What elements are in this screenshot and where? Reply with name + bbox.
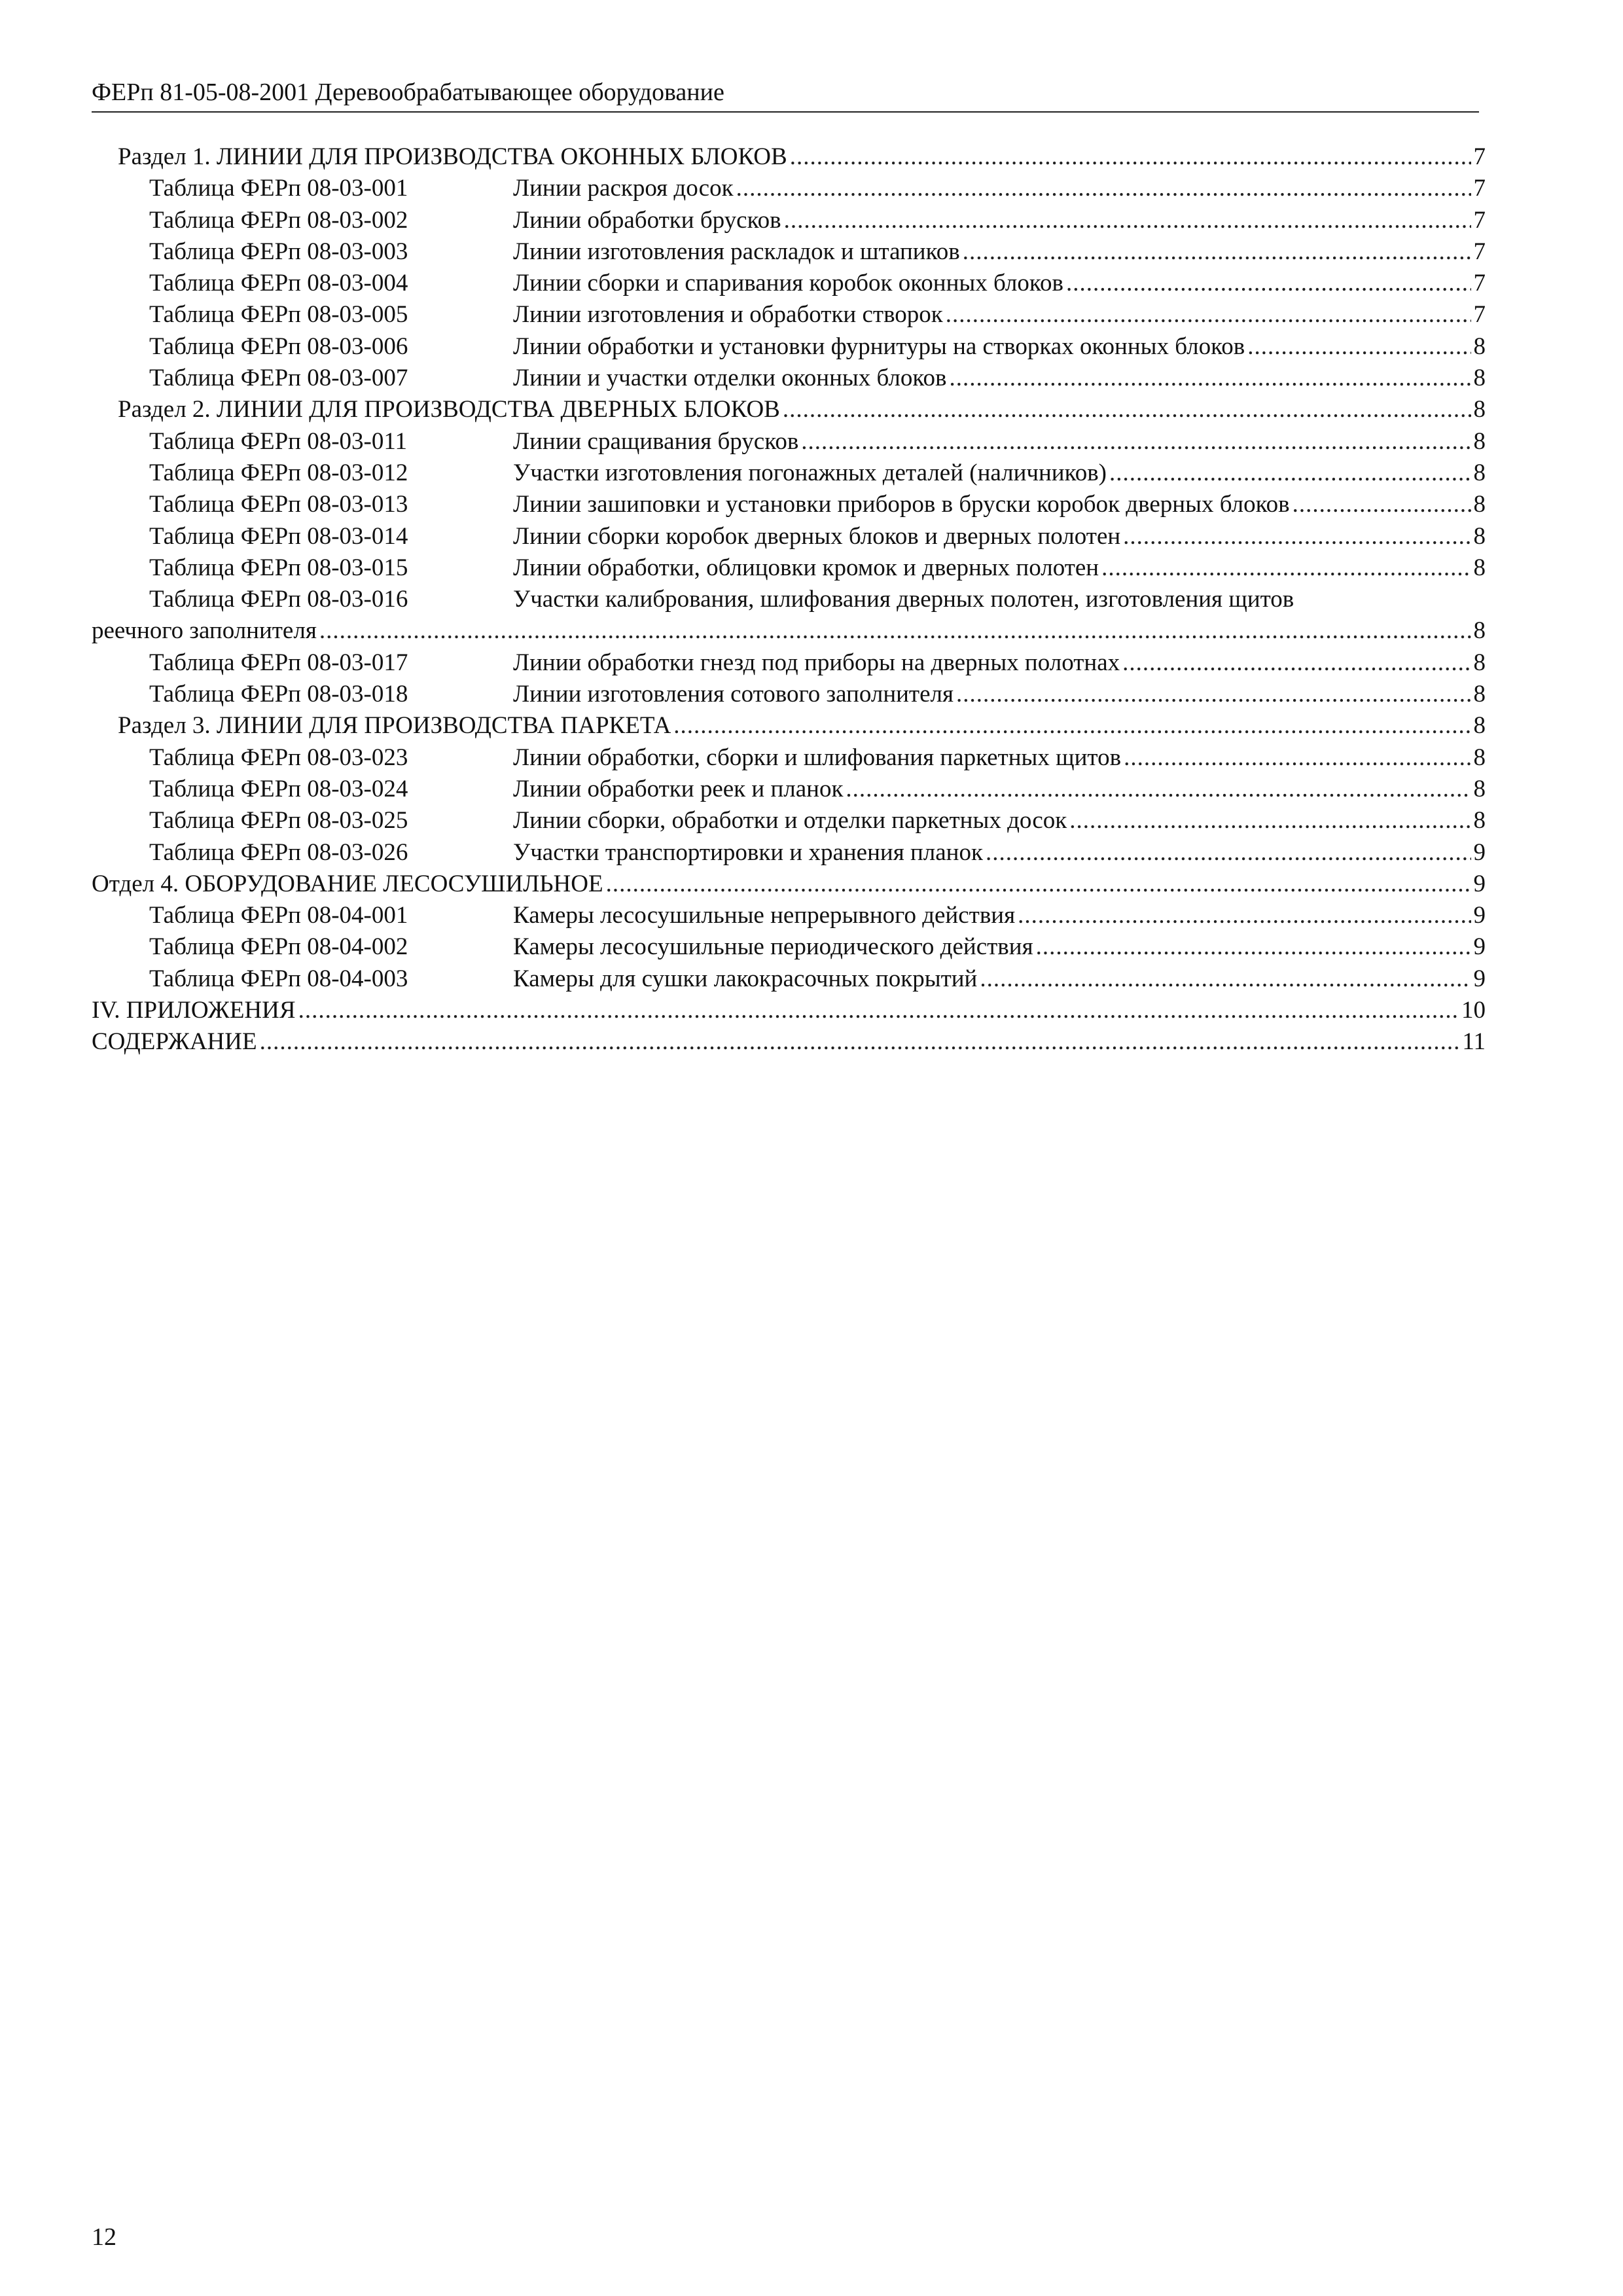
toc-page-number: 7 <box>1473 270 1486 297</box>
toc-table-code: Таблица ФЕРп 08-03-026 <box>149 838 408 866</box>
toc-table-code: Таблица ФЕРп 08-03-004 <box>149 270 408 297</box>
toc-entry-text: Линии обработки брусков <box>513 206 781 234</box>
toc-page-number: 10 <box>1461 997 1486 1024</box>
toc-page-number: 8 <box>1473 775 1486 802</box>
toc-table-code: Таблица ФЕРп 08-04-002 <box>149 933 408 961</box>
toc-table-entry[interactable] <box>92 837 1486 869</box>
toc-entry-text: Линии и участки отделки оконных блоков <box>513 365 947 392</box>
toc-entry-text: Участки изготовления погонажных деталей (наличников) <box>513 459 1107 486</box>
toc-page-number: 9 <box>1473 965 1486 992</box>
toc-page-number: 8 <box>1473 522 1486 550</box>
dot-leader <box>986 837 1471 869</box>
dot-leader <box>790 141 1471 173</box>
dot-leader <box>949 363 1471 394</box>
toc-page-number: 8 <box>1473 396 1486 423</box>
toc-table-entry[interactable] <box>92 584 1486 647</box>
dot-leader <box>956 679 1471 710</box>
toc-entry-text: СОДЕРЖАНИЕ <box>92 1028 257 1056</box>
toc-page-number: 11 <box>1462 1028 1486 1056</box>
dot-leader <box>1123 521 1471 552</box>
toc-table-code: Таблица ФЕРп 08-03-014 <box>149 522 408 550</box>
toc-page-number: 8 <box>1473 459 1486 486</box>
toc-page-number: 8 <box>1473 554 1486 581</box>
toc-table-code: Таблица ФЕРп 08-03-017 <box>149 649 408 676</box>
toc-table-entry[interactable] <box>92 521 1486 552</box>
dot-leader <box>846 774 1471 805</box>
toc-page-number: 8 <box>1473 681 1486 708</box>
toc-page-number: 8 <box>1473 617 1486 645</box>
toc-page-number: 9 <box>1473 902 1486 929</box>
dot-leader <box>319 615 1471 647</box>
toc-table-code: Таблица ФЕРп 08-03-016 <box>149 586 408 613</box>
toc-table-entry[interactable] <box>92 963 1486 995</box>
toc-entry-text: Линии раскроя досок <box>513 175 734 202</box>
toc-page-number: 8 <box>1473 649 1486 676</box>
toc-page-number: 7 <box>1473 143 1486 170</box>
dot-leader <box>606 869 1471 900</box>
dot-leader <box>1122 647 1471 679</box>
toc-table-entry[interactable] <box>92 647 1486 679</box>
toc-table-entry[interactable] <box>92 900 1486 931</box>
dot-leader <box>1109 457 1471 489</box>
dot-leader <box>1069 805 1471 836</box>
toc-entry-text: Раздел 1. ЛИНИИ ДЛЯ ПРОИЗВОДСТВА ОКОННЫХ БЛОКОВ <box>118 143 787 170</box>
toc-page-number: 7 <box>1473 238 1486 265</box>
toc-table-entry[interactable] <box>92 236 1486 268</box>
dot-leader <box>963 236 1471 268</box>
toc-entry-text: Раздел 2. ЛИНИИ ДЛЯ ПРОИЗВОДСТВА ДВЕРНЫХ БЛОКОВ <box>118 396 780 423</box>
toc-table-code: Таблица ФЕРп 08-03-002 <box>149 206 408 234</box>
toc-entry-text: Линии сращивания брусков <box>513 427 799 455</box>
toc-page-number: 8 <box>1473 807 1486 834</box>
toc-entry-text: Участки транспортировки и хранения планок <box>513 838 983 866</box>
toc-entry-text: Линии зашиповки и установки приборов в бруски коробок дверных блоков <box>513 491 1290 518</box>
toc-table-entry[interactable] <box>92 774 1486 805</box>
dot-leader <box>946 299 1471 331</box>
toc-entry-text: Линии сборки и спаривания коробок оконных блоков <box>513 270 1063 297</box>
toc-table-entry[interactable] <box>92 363 1486 394</box>
toc-table-code: Таблица ФЕРп 08-03-006 <box>149 332 408 360</box>
toc-table-entry[interactable] <box>92 268 1486 299</box>
toc-section-3[interactable] <box>92 710 1486 742</box>
toc-page-number: 8 <box>1473 332 1486 360</box>
dot-leader <box>784 205 1471 236</box>
dot-leader <box>1036 931 1471 963</box>
toc-entry-text: IV. ПРИЛОЖЕНИЯ <box>92 997 296 1024</box>
dot-leader <box>673 710 1471 742</box>
toc-page-number: 9 <box>1473 933 1486 961</box>
toc-table-entry[interactable] <box>92 205 1486 236</box>
toc-entry-text: Линии обработки, сборки и шлифования паркетных щитов <box>513 744 1122 771</box>
toc-table-entry[interactable] <box>92 331 1486 363</box>
toc-entry-text: Линии сборки, обработки и отделки паркетных досок <box>513 807 1067 834</box>
dot-leader <box>736 173 1471 204</box>
toc-table-code: Таблица ФЕРп 08-03-013 <box>149 491 408 518</box>
toc-table-code: Таблица ФЕРп 08-03-023 <box>149 744 408 771</box>
toc-table-code: Таблица ФЕРп 08-04-001 <box>149 902 408 929</box>
toc-entry-text: Камеры лесосушильные непрерывного действия <box>513 902 1016 929</box>
toc-table-code: Таблица ФЕРп 08-03-015 <box>149 554 408 581</box>
dot-leader <box>1124 742 1471 774</box>
dot-leader <box>260 1026 1460 1058</box>
toc-contents[interactable] <box>92 1026 1486 1058</box>
toc-entry-text: Линии изготовления раскладок и штапиков <box>513 238 960 265</box>
toc-section-1[interactable] <box>92 141 1486 173</box>
toc-table-entry[interactable] <box>92 805 1486 836</box>
toc-table-code: Таблица ФЕРп 08-03-024 <box>149 775 408 802</box>
toc-section-2[interactable] <box>92 394 1486 425</box>
toc-table-code: Таблица ФЕРп 08-03-025 <box>149 807 408 834</box>
toc-table-entry[interactable] <box>92 457 1486 489</box>
dot-leader <box>1066 268 1471 299</box>
toc-entry-text: Камеры лесосушильные периодического действия <box>513 933 1033 961</box>
toc-table-entry[interactable] <box>92 299 1486 331</box>
toc-table-code: Таблица ФЕРп 08-03-005 <box>149 301 408 329</box>
toc-table-code: Таблица ФЕРп 08-04-003 <box>149 965 408 992</box>
toc-table-code: Таблица ФЕРп 08-03-011 <box>149 427 407 455</box>
toc-page-number: 8 <box>1473 744 1486 771</box>
toc-entry-text: Линии обработки реек и планок <box>513 775 844 802</box>
toc-table-code: Таблица ФЕРп 08-03-001 <box>149 175 408 202</box>
toc-entry-text: Линии обработки гнезд под приборы на дверных полотнах <box>513 649 1120 676</box>
dot-leader <box>1101 552 1471 584</box>
dot-leader <box>783 394 1471 425</box>
table-of-contents <box>92 141 1486 1058</box>
toc-table-entry[interactable] <box>92 931 1486 963</box>
toc-appendices[interactable] <box>92 995 1486 1026</box>
toc-page-number: 8 <box>1473 365 1486 392</box>
toc-page-number: 8 <box>1473 427 1486 455</box>
toc-table-code: Таблица ФЕРп 08-03-018 <box>149 681 408 708</box>
toc-entry-text: Линии обработки, облицовки кромок и дверных полотен <box>513 554 1099 581</box>
toc-entry-text: Раздел 3. ЛИНИИ ДЛЯ ПРОИЗВОДСТВА ПАРКЕТА <box>118 712 671 740</box>
toc-entry-text: Участки калибрования, шлифования дверных полотен, изготовления щитов <box>513 586 1294 613</box>
dot-leader <box>801 426 1471 457</box>
toc-page-number: 7 <box>1473 175 1486 202</box>
toc-entry-text: Линии сборки коробок дверных блоков и дверных полотен <box>513 522 1121 550</box>
toc-entry-text: Отдел 4. ОБОРУДОВАНИЕ ЛЕСОСУШИЛЬНОЕ <box>92 870 603 897</box>
page-header <box>92 77 1479 113</box>
toc-table-entry[interactable] <box>92 742 1486 774</box>
toc-page-number: 9 <box>1473 870 1486 897</box>
toc-page-number: 8 <box>1473 712 1486 740</box>
toc-table-entry[interactable] <box>92 489 1486 520</box>
document-title: ФЕРп 81-05-08-2001 Деревообрабатывающее оборудование <box>92 79 724 106</box>
toc-entry-text: Линии изготовления сотового заполнителя <box>513 681 954 708</box>
toc-table-code: Таблица ФЕРп 08-03-007 <box>149 365 408 392</box>
toc-table-entry[interactable] <box>92 173 1486 204</box>
dot-leader <box>980 963 1471 995</box>
toc-department-4[interactable] <box>92 869 1486 900</box>
toc-page-number: 9 <box>1473 838 1486 866</box>
toc-entry-text: Камеры для сушки лакокрасочных покрытий <box>513 965 978 992</box>
page-number: 12 <box>92 2223 116 2251</box>
toc-entry-text: Линии изготовления и обработки створок <box>513 301 943 329</box>
toc-table-entry[interactable] <box>92 426 1486 457</box>
toc-page-number: 7 <box>1473 206 1486 234</box>
toc-entry-text: Линии обработки и установки фурнитуры на створках оконных блоков <box>513 332 1245 360</box>
toc-table-code: Таблица ФЕРп 08-03-012 <box>149 459 408 486</box>
toc-table-code: Таблица ФЕРп 08-03-003 <box>149 238 408 265</box>
toc-page-number: 8 <box>1473 491 1486 518</box>
dot-leader <box>1018 900 1471 931</box>
toc-table-entry[interactable] <box>92 679 1486 710</box>
dot-leader <box>1247 331 1471 363</box>
dot-leader <box>1293 489 1471 520</box>
toc-page-number: 7 <box>1473 301 1486 329</box>
toc-entry-text-continued: реечного заполнителя <box>92 617 317 645</box>
toc-table-entry[interactable] <box>92 552 1486 584</box>
dot-leader <box>298 995 1459 1026</box>
